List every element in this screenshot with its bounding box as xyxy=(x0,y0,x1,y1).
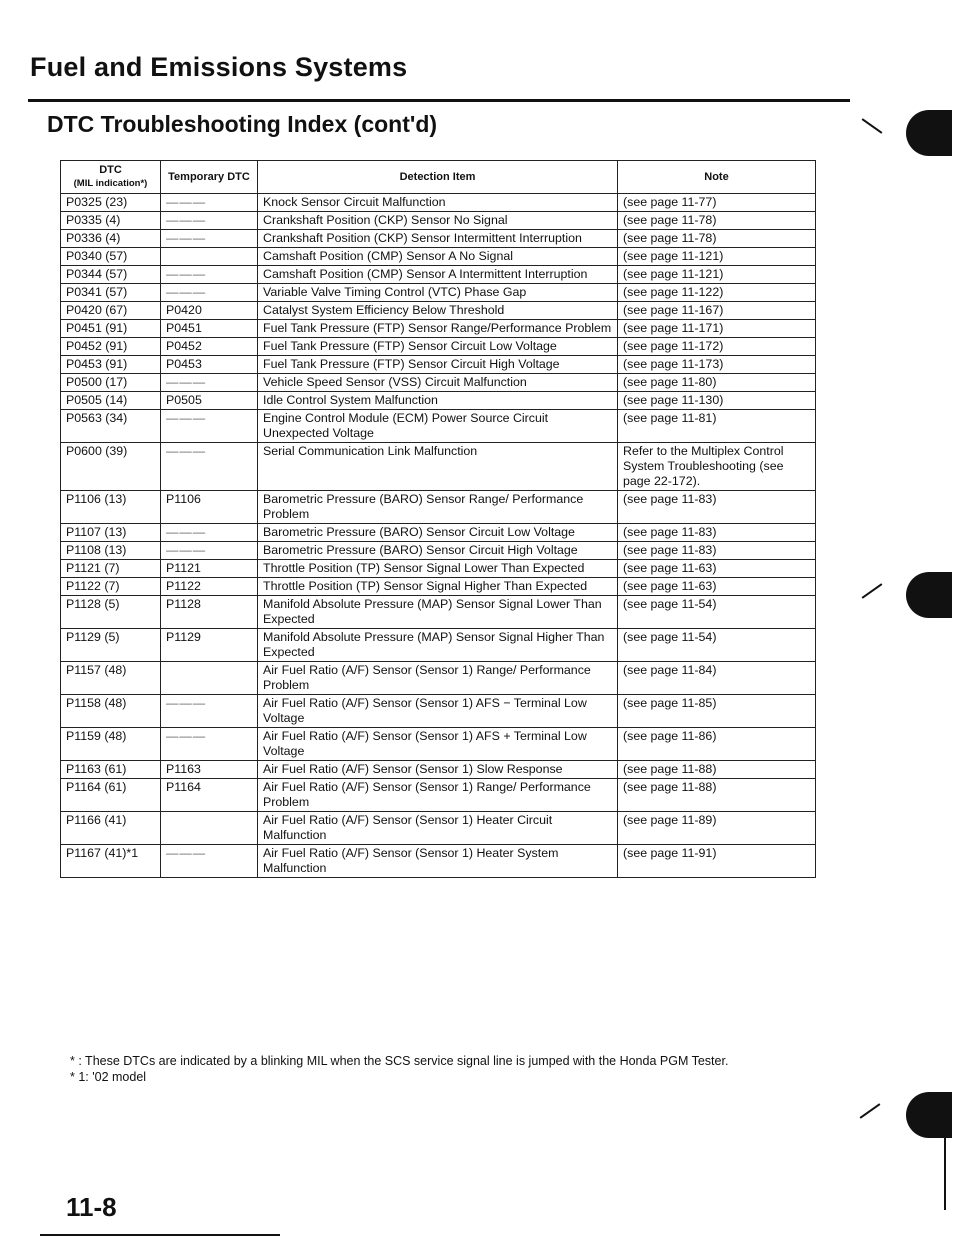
header-detection-item: Detection Item xyxy=(258,161,618,194)
header-dtc-sub: (MIL indication*) xyxy=(73,178,148,189)
cell-detection-item: Fuel Tank Pressure (FTP) Sensor Circuit High Voltage xyxy=(258,356,618,374)
cell-dtc: P0325 (23) xyxy=(61,194,161,212)
cell-detection-item: Air Fuel Ratio (A/F) Sensor (Sensor 1) Slow Response xyxy=(258,761,618,779)
table-row xyxy=(61,491,816,524)
tab-slash-middle xyxy=(862,583,883,598)
cell-temporary-dtc: ——— xyxy=(161,728,258,761)
header-dtc-label: DTC xyxy=(99,164,122,176)
cell-note: (see page 11-78) xyxy=(618,212,816,230)
tab-slash-bottom xyxy=(860,1103,881,1118)
cell-temporary-dtc: P0452 xyxy=(161,338,258,356)
cell-note: (see page 11-121) xyxy=(618,248,816,266)
cell-dtc: P1122 (7) xyxy=(61,578,161,596)
table-row xyxy=(61,338,816,356)
header-temporary-dtc: Temporary DTC xyxy=(161,161,258,194)
cell-dtc: P0505 (14) xyxy=(61,392,161,410)
cell-temporary-dtc: P1163 xyxy=(161,761,258,779)
cell-temporary-dtc: P1164 xyxy=(161,779,258,812)
table-row xyxy=(61,779,816,812)
cell-detection-item: Air Fuel Ratio (A/F) Sensor (Sensor 1) Range/ Performance Problem xyxy=(258,662,618,695)
cell-dtc: P0563 (34) xyxy=(61,410,161,443)
cell-dtc: P0341 (57) xyxy=(61,284,161,302)
header-dtc xyxy=(61,161,161,194)
title-rule xyxy=(28,99,850,102)
cell-dtc: P0336 (4) xyxy=(61,230,161,248)
cell-dtc: P0420 (67) xyxy=(61,302,161,320)
cell-temporary-dtc: P0505 xyxy=(161,392,258,410)
cell-note: (see page 11-167) xyxy=(618,302,816,320)
cell-temporary-dtc: P1128 xyxy=(161,596,258,629)
cell-note: (see page 11-130) xyxy=(618,392,816,410)
footnotes xyxy=(70,1053,830,1085)
cell-note: (see page 11-89) xyxy=(618,812,816,845)
cell-dtc: P1121 (7) xyxy=(61,560,161,578)
cell-dtc: P0453 (91) xyxy=(61,356,161,374)
cell-note: (see page 11-122) xyxy=(618,284,816,302)
cell-note: (see page 11-173) xyxy=(618,356,816,374)
cell-dtc: P0500 (17) xyxy=(61,374,161,392)
cell-dtc: P1167 (41)*1 xyxy=(61,845,161,878)
footnote-mil: * : These DTCs are indicated by a blinking MIL when the SCS service signal line is jumped with the Honda PGM Tester. xyxy=(70,1054,729,1068)
cell-dtc: P1157 (48) xyxy=(61,662,161,695)
section-title: DTC Troubleshooting Index (cont'd) xyxy=(47,111,438,137)
cell-dtc: P0335 (4) xyxy=(61,212,161,230)
cell-detection-item: Manifold Absolute Pressure (MAP) Sensor Signal Higher Than Expected xyxy=(258,629,618,662)
cell-dtc: P1159 (48) xyxy=(61,728,161,761)
cell-detection-item: Crankshaft Position (CKP) Sensor No Signal xyxy=(258,212,618,230)
cell-temporary-dtc xyxy=(161,248,258,266)
cell-detection-item: Barometric Pressure (BARO) Sensor Circuit Low Voltage xyxy=(258,524,618,542)
cell-temporary-dtc: P1122 xyxy=(161,578,258,596)
cell-temporary-dtc: P0451 xyxy=(161,320,258,338)
table-row xyxy=(61,761,816,779)
table-row xyxy=(61,248,816,266)
cell-dtc: P1158 (48) xyxy=(61,695,161,728)
table-row xyxy=(61,845,816,878)
table-body xyxy=(61,194,816,878)
cell-detection-item: Camshaft Position (CMP) Sensor A No Signal xyxy=(258,248,618,266)
cell-temporary-dtc: ——— xyxy=(161,542,258,560)
cell-dtc: P0452 (91) xyxy=(61,338,161,356)
cell-detection-item: Air Fuel Ratio (A/F) Sensor (Sensor 1) Heater System Malfunction xyxy=(258,845,618,878)
cell-dtc: P0340 (57) xyxy=(61,248,161,266)
cell-note: (see page 11-171) xyxy=(618,320,816,338)
cell-note: (see page 11-88) xyxy=(618,761,816,779)
tab-marker-top xyxy=(906,110,952,156)
table-row xyxy=(61,443,816,491)
cell-temporary-dtc: P1106 xyxy=(161,491,258,524)
dtc-index-table xyxy=(60,160,816,878)
cell-temporary-dtc: ——— xyxy=(161,695,258,728)
cell-dtc: P1129 (5) xyxy=(61,629,161,662)
cell-temporary-dtc: ——— xyxy=(161,284,258,302)
cell-note: (see page 11-63) xyxy=(618,578,816,596)
cell-detection-item: Air Fuel Ratio (A/F) Sensor (Sensor 1) AFS + Terminal Low Voltage xyxy=(258,728,618,761)
table-row xyxy=(61,542,816,560)
cell-note: (see page 11-54) xyxy=(618,596,816,629)
cell-dtc: P1164 (61) xyxy=(61,779,161,812)
cell-note: (see page 11-83) xyxy=(618,524,816,542)
table-row xyxy=(61,629,816,662)
table-row xyxy=(61,392,816,410)
cell-dtc: P0600 (39) xyxy=(61,443,161,491)
cell-detection-item: Serial Communication Link Malfunction xyxy=(258,443,618,491)
cell-detection-item: Knock Sensor Circuit Malfunction xyxy=(258,194,618,212)
tab-edge-line xyxy=(944,1135,946,1210)
cell-detection-item: Crankshaft Position (CKP) Sensor Intermittent Interruption xyxy=(258,230,618,248)
tab-marker-middle xyxy=(906,572,952,618)
cell-detection-item: Air Fuel Ratio (A/F) Sensor (Sensor 1) Heater Circuit Malfunction xyxy=(258,812,618,845)
cell-note: (see page 11-91) xyxy=(618,845,816,878)
cell-note: (see page 11-77) xyxy=(618,194,816,212)
cell-dtc: P1108 (13) xyxy=(61,542,161,560)
cell-note: (see page 11-81) xyxy=(618,410,816,443)
page-title: Fuel and Emissions Systems xyxy=(30,52,408,82)
cell-dtc: P1107 (13) xyxy=(61,524,161,542)
cell-detection-item: Vehicle Speed Sensor (VSS) Circuit Malfunction xyxy=(258,374,618,392)
cell-detection-item: Throttle Position (TP) Sensor Signal Lower Than Expected xyxy=(258,560,618,578)
cell-detection-item: Camshaft Position (CMP) Sensor A Intermittent Interruption xyxy=(258,266,618,284)
cell-note: (see page 11-121) xyxy=(618,266,816,284)
cell-temporary-dtc: ——— xyxy=(161,845,258,878)
table-row xyxy=(61,578,816,596)
cell-temporary-dtc: ——— xyxy=(161,194,258,212)
cell-note: (see page 11-80) xyxy=(618,374,816,392)
cell-note: (see page 11-54) xyxy=(618,629,816,662)
table-row xyxy=(61,302,816,320)
cell-temporary-dtc: P0453 xyxy=(161,356,258,374)
table-row xyxy=(61,695,816,728)
cell-temporary-dtc: ——— xyxy=(161,266,258,284)
cell-detection-item: Fuel Tank Pressure (FTP) Sensor Circuit Low Voltage xyxy=(258,338,618,356)
cell-detection-item: Fuel Tank Pressure (FTP) Sensor Range/Performance Problem xyxy=(258,320,618,338)
cell-temporary-dtc xyxy=(161,662,258,695)
table-row xyxy=(61,374,816,392)
cell-note: Refer to the Multiplex Control System Troubleshooting (see page 22-172). xyxy=(618,443,816,491)
table-row xyxy=(61,728,816,761)
table-row xyxy=(61,662,816,695)
cell-temporary-dtc: ——— xyxy=(161,410,258,443)
cell-dtc: P1128 (5) xyxy=(61,596,161,629)
page-number: 11-8 xyxy=(66,1192,117,1222)
cell-note: (see page 11-78) xyxy=(618,230,816,248)
cell-note: (see page 11-172) xyxy=(618,338,816,356)
bottom-rule xyxy=(40,1234,280,1236)
table-row xyxy=(61,320,816,338)
cell-dtc: P0344 (57) xyxy=(61,266,161,284)
table-row xyxy=(61,410,816,443)
cell-temporary-dtc: ——— xyxy=(161,230,258,248)
table-row xyxy=(61,560,816,578)
table-row xyxy=(61,284,816,302)
cell-dtc: P1106 (13) xyxy=(61,491,161,524)
cell-note: (see page 11-86) xyxy=(618,728,816,761)
cell-temporary-dtc: ——— xyxy=(161,524,258,542)
cell-temporary-dtc: P1121 xyxy=(161,560,258,578)
table-row xyxy=(61,266,816,284)
cell-note: (see page 11-83) xyxy=(618,491,816,524)
cell-detection-item: Barometric Pressure (BARO) Sensor Circuit High Voltage xyxy=(258,542,618,560)
cell-detection-item: Air Fuel Ratio (A/F) Sensor (Sensor 1) Range/ Performance Problem xyxy=(258,779,618,812)
cell-detection-item: Manifold Absolute Pressure (MAP) Sensor Signal Lower Than Expected xyxy=(258,596,618,629)
cell-detection-item: Air Fuel Ratio (A/F) Sensor (Sensor 1) AFS − Terminal Low Voltage xyxy=(258,695,618,728)
cell-dtc: P1163 (61) xyxy=(61,761,161,779)
footnote-model: * 1: '02 model xyxy=(70,1070,147,1084)
table-row xyxy=(61,212,816,230)
table-row xyxy=(61,356,816,374)
cell-temporary-dtc: P0420 xyxy=(161,302,258,320)
cell-temporary-dtc: ——— xyxy=(161,374,258,392)
cell-detection-item: Engine Control Module (ECM) Power Source Circuit Unexpected Voltage xyxy=(258,410,618,443)
header-note: Note xyxy=(618,161,816,194)
cell-dtc: P1166 (41) xyxy=(61,812,161,845)
cell-note: (see page 11-83) xyxy=(618,542,816,560)
table-header-row xyxy=(61,161,816,194)
cell-detection-item: Catalyst System Efficiency Below Threshold xyxy=(258,302,618,320)
cell-temporary-dtc: ——— xyxy=(161,443,258,491)
table-row xyxy=(61,596,816,629)
table-row xyxy=(61,524,816,542)
cell-note: (see page 11-84) xyxy=(618,662,816,695)
table-row xyxy=(61,812,816,845)
tab-slash-top xyxy=(862,118,883,133)
cell-note: (see page 11-88) xyxy=(618,779,816,812)
cell-detection-item: Throttle Position (TP) Sensor Signal Higher Than Expected xyxy=(258,578,618,596)
tab-marker-bottom xyxy=(906,1092,952,1138)
cell-detection-item: Variable Valve Timing Control (VTC) Phase Gap xyxy=(258,284,618,302)
cell-note: (see page 11-85) xyxy=(618,695,816,728)
cell-temporary-dtc: P1129 xyxy=(161,629,258,662)
cell-temporary-dtc xyxy=(161,812,258,845)
cell-temporary-dtc: ——— xyxy=(161,212,258,230)
cell-dtc: P0451 (91) xyxy=(61,320,161,338)
cell-detection-item: Barometric Pressure (BARO) Sensor Range/ Performance Problem xyxy=(258,491,618,524)
cell-note: (see page 11-63) xyxy=(618,560,816,578)
cell-detection-item: Idle Control System Malfunction xyxy=(258,392,618,410)
table-row xyxy=(61,230,816,248)
table-row xyxy=(61,194,816,212)
